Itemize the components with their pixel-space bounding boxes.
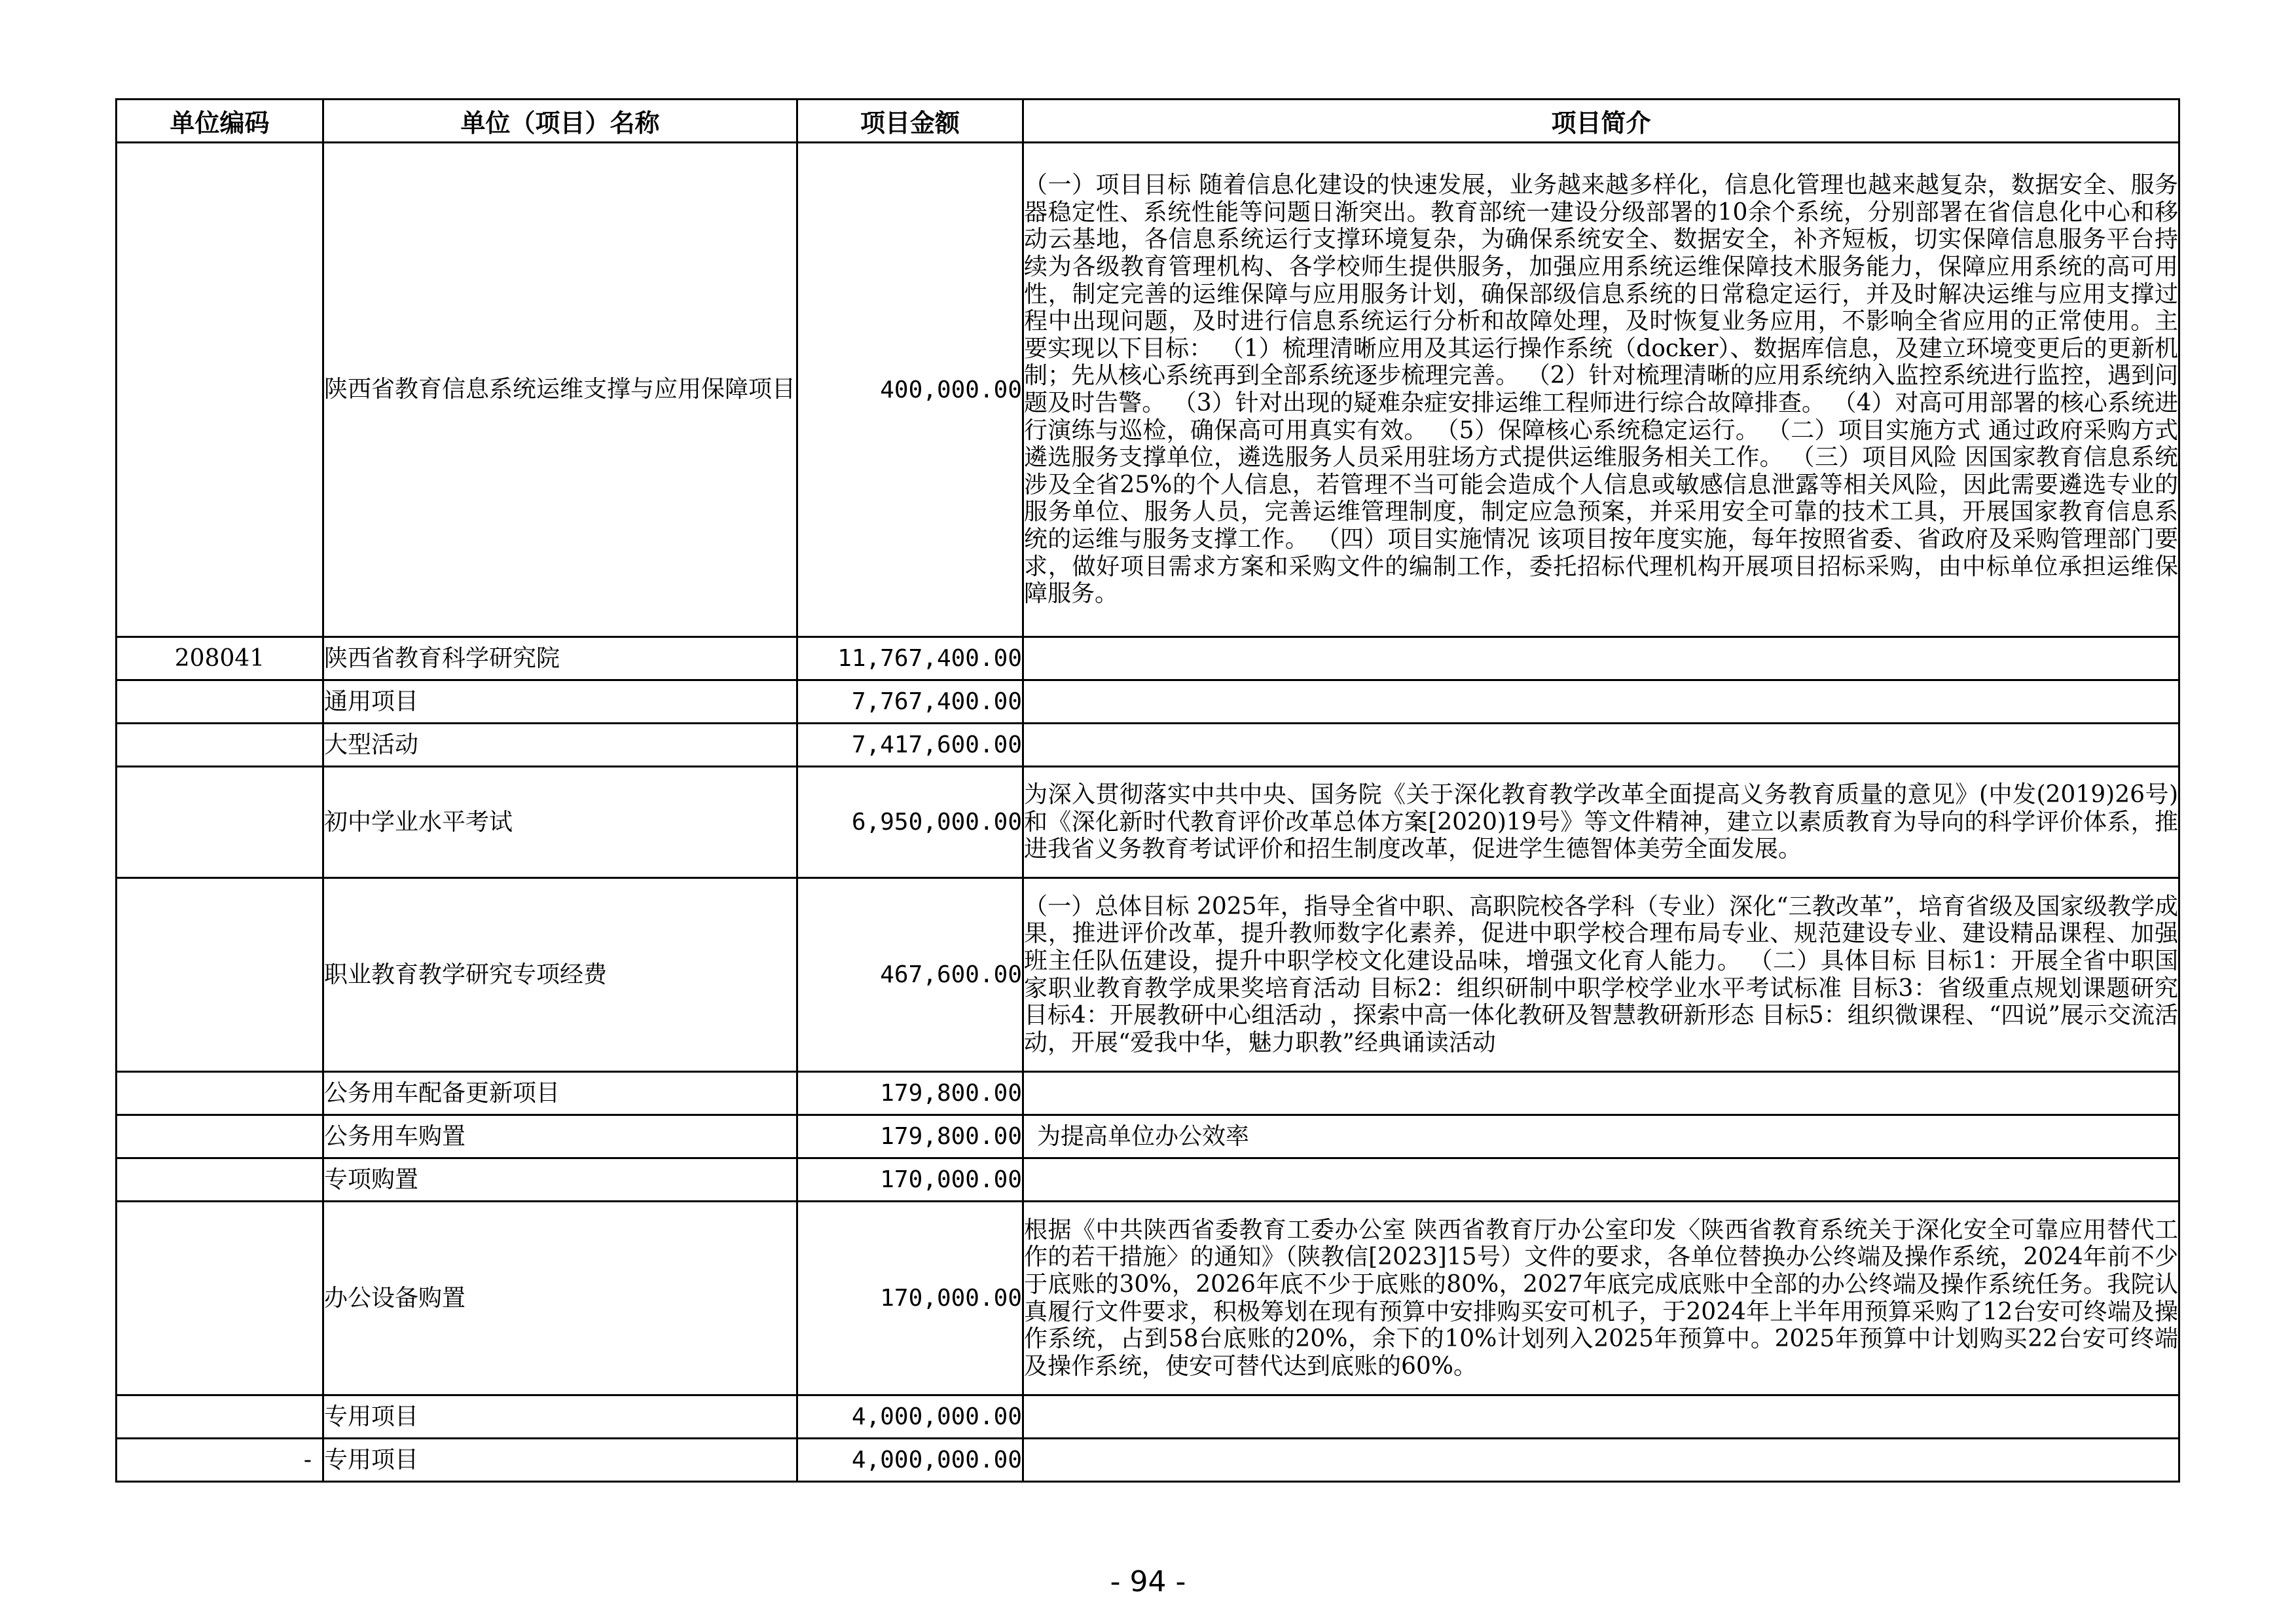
page-number: - 94 - xyxy=(1110,1565,1186,1598)
description-cell xyxy=(1023,680,2179,724)
unit-code-cell xyxy=(117,1395,323,1439)
project-name-cell: 专用项目 xyxy=(323,1395,797,1439)
unit-code-cell: 208041 xyxy=(117,637,323,680)
amount-cell: 170,000.00 xyxy=(797,1158,1023,1202)
project-name-cell: 办公设备购置 xyxy=(323,1202,797,1395)
table-row xyxy=(117,1072,2179,1115)
amount-cell: 179,800.00 xyxy=(797,1115,1023,1158)
project-name-cell: 专用项目 xyxy=(323,1439,797,1482)
description-cell: 为提高单位办公效率 xyxy=(1023,1115,2179,1158)
unit-code-cell xyxy=(117,1158,323,1202)
table-row xyxy=(117,680,2179,724)
header-amount: 项目金额 xyxy=(797,100,1023,143)
project-name-cell: 陕西省教育科学研究院 xyxy=(323,637,797,680)
project-name-cell: 公务用车配备更新项目 xyxy=(323,1072,797,1115)
unit-code-cell xyxy=(117,1115,323,1158)
project-name-cell: 初中学业水平考试 xyxy=(323,767,797,878)
amount-cell: 4,000,000.00 xyxy=(797,1439,1023,1482)
amount-cell: 400,000.00 xyxy=(797,143,1023,637)
description-cell: （一）总体目标 2025年，指导全省中职、高职院校各学科（专业）深化“三教改革”，培育省级及国家级教学成果，推进评价改革，提升教师数字化素养，促进中职学校合理布局专业、规范建设专业、建设精品课程、加强班主任队伍建设，提升中职学校文化建设品味，增强文化育人能力。 （二）具体目标 目标1：开展全省中职国家职业教育教学成果奖培育活动 目标2：组织研制中职学校学业水平考试标准 目标3：省级重点规划课题研究 目标4：开展教研中心组活动 ，探索中高一体化教研及智慧教研新形态 目标5：组织微课程、“四说”展示交流活动，开展“爱我中华，魅力职教”经典诵读活动 xyxy=(1023,878,2179,1072)
header-unit-code: 单位编码 xyxy=(117,100,323,143)
table-row xyxy=(117,767,2179,878)
description-cell xyxy=(1023,1158,2179,1202)
amount-cell: 6,950,000.00 xyxy=(797,767,1023,878)
table-row xyxy=(117,1158,2179,1202)
amount-cell: 7,417,600.00 xyxy=(797,724,1023,767)
project-name-cell: 通用项目 xyxy=(323,680,797,724)
unit-code-cell xyxy=(117,1072,323,1115)
amount-cell: 7,767,400.00 xyxy=(797,680,1023,724)
description-cell xyxy=(1023,1395,2179,1439)
description-cell xyxy=(1023,637,2179,680)
table-row xyxy=(117,724,2179,767)
project-name-cell: 陕西省教育信息系统运维支撑与应用保障项目 xyxy=(323,143,797,637)
description-cell xyxy=(1023,724,2179,767)
unit-code-cell xyxy=(117,1202,323,1395)
table-row xyxy=(117,637,2179,680)
table-row xyxy=(117,1395,2179,1439)
unit-code-cell xyxy=(117,878,323,1072)
unit-code-cell xyxy=(117,724,323,767)
table-row xyxy=(117,1115,2179,1158)
amount-cell: 179,800.00 xyxy=(797,1072,1023,1115)
description-cell: 根据《中共陕西省委教育工委办公室 陕西省教育厅办公室印发〈陕西省教育系统关于深化安全可靠应用替代工作的若干措施〉的通知》（陕教信[2023]15号）文件的要求，各单位替换办公终端及操作系统，2024年前不少于底账的30%，2026年底不少于底账的80%，2027年底完成底账中全部的办公终端及操作系统任务。我院认真履行文件要求，积极筹划在现有预算中安排购买安可机子，于2024年上半年用预算采购了12台安可终端及操作系统，占到58台底账的20%，余下的10%计划列入2025年预算中。2025年预算中计划购买22台安可终端及操作系统，使安可替代达到底账的60%。 xyxy=(1023,1202,2179,1395)
amount-cell: 467,600.00 xyxy=(797,878,1023,1072)
amount-cell: 170,000.00 xyxy=(797,1202,1023,1395)
table-row xyxy=(117,143,2179,637)
table-header-row xyxy=(117,100,2179,143)
description-cell xyxy=(1023,1439,2179,1482)
description-cell xyxy=(1023,1072,2179,1115)
table-row xyxy=(117,878,2179,1072)
table-row xyxy=(117,1439,2179,1482)
project-name-cell: 职业教育教学研究专项经费 xyxy=(323,878,797,1072)
amount-cell: 11,767,400.00 xyxy=(797,637,1023,680)
description-cell: （一）项目目标 随着信息化建设的快速发展，业务越来越多样化，信息化管理也越来越复杂，数据安全、服务器稳定性、系统性能等问题日渐突出。教育部统一建设分级部署的10余个系统，分别部署在省信息化中心和移动云基地，各信息系统运行支撑环境复杂，为确保系统安全、数据安全，补齐短板，切实保障信息服务平台持续为各级教育管理机构、各学校师生提供服务，加强应用系统运维保障技术服务能力，保障应用系统的高可用性，制定完善的运维保障与应用服务计划，确保部级信息系统的日常稳定运行，并及时解决运维与应用支撑过程中出现问题，及时进行信息系统运行分析和故障处理，及时恢复业务应用，不影响全省应用的正常使用。主要实现以下目标： （1）梳理清晰应用及其运行操作系统（docker）、数据库信息，及建立环境变更后的更新机制；先从核心系统再到全部系统逐步梳理完善。 （2）针对梳理清晰的应用系统纳入监控系统进行监控，遇到问题及时告警。 （3）针对出现的疑难杂症安排运维工程师进行综合故障排查。 （4）对高可用部署的核心系统进行演练与巡检，确保高可用真实有效。 （5）保障核心系统稳定运行。 （二）项目实施方式 通过政府采购方式遴选服务支撑单位，遴选服务人员采用驻场方式提供运维服务相关工作。 （三）项目风险 因国家教育信息系统涉及全省25%的个人信息，若管理不当可能会造成个人信息或敏感信息泄露等相关风险，因此需要遴选专业的服务单位、服务人员，完善运维管理制度，制定应急预案，并采用安全可靠的技术工具，开展国家教育信息系统的运维与服务支撑工作。 （四）项目实施情况 该项目按年度实施，每年按照省委、省政府及采购管理部门要求，做好项目需求方案和采购文件的编制工作，委托招标代理机构开展项目招标采购，由中标单位承担运维保障服务。 xyxy=(1023,143,2179,637)
amount-cell: 4,000,000.00 xyxy=(797,1395,1023,1439)
header-unit-name: 单位（项目）名称 xyxy=(323,100,797,143)
table-row xyxy=(117,1202,2179,1395)
description-cell: 为深入贯彻落实中共中央、国务院《关于深化教育教学改革全面提高义务教育质量的意见》(中发(2019)26号)和《深化新时代教育评价改革总体方案[2020)19号》等文件精神，建立以素质教育为导向的科学评价体系，推进我省义务教育考试评价和招生制度改革，促进学生德智体美劳全面发展。 xyxy=(1023,767,2179,878)
project-name-cell: 公务用车购置 xyxy=(323,1115,797,1158)
unit-code-cell xyxy=(117,767,323,878)
project-name-cell: 大型活动 xyxy=(323,724,797,767)
unit-code-cell: - xyxy=(117,1439,323,1482)
project-name-cell: 专项购置 xyxy=(323,1158,797,1202)
unit-code-cell xyxy=(117,680,323,724)
budget-table xyxy=(115,98,2180,1483)
unit-code-cell xyxy=(117,143,323,637)
header-description: 项目简介 xyxy=(1023,100,2179,143)
